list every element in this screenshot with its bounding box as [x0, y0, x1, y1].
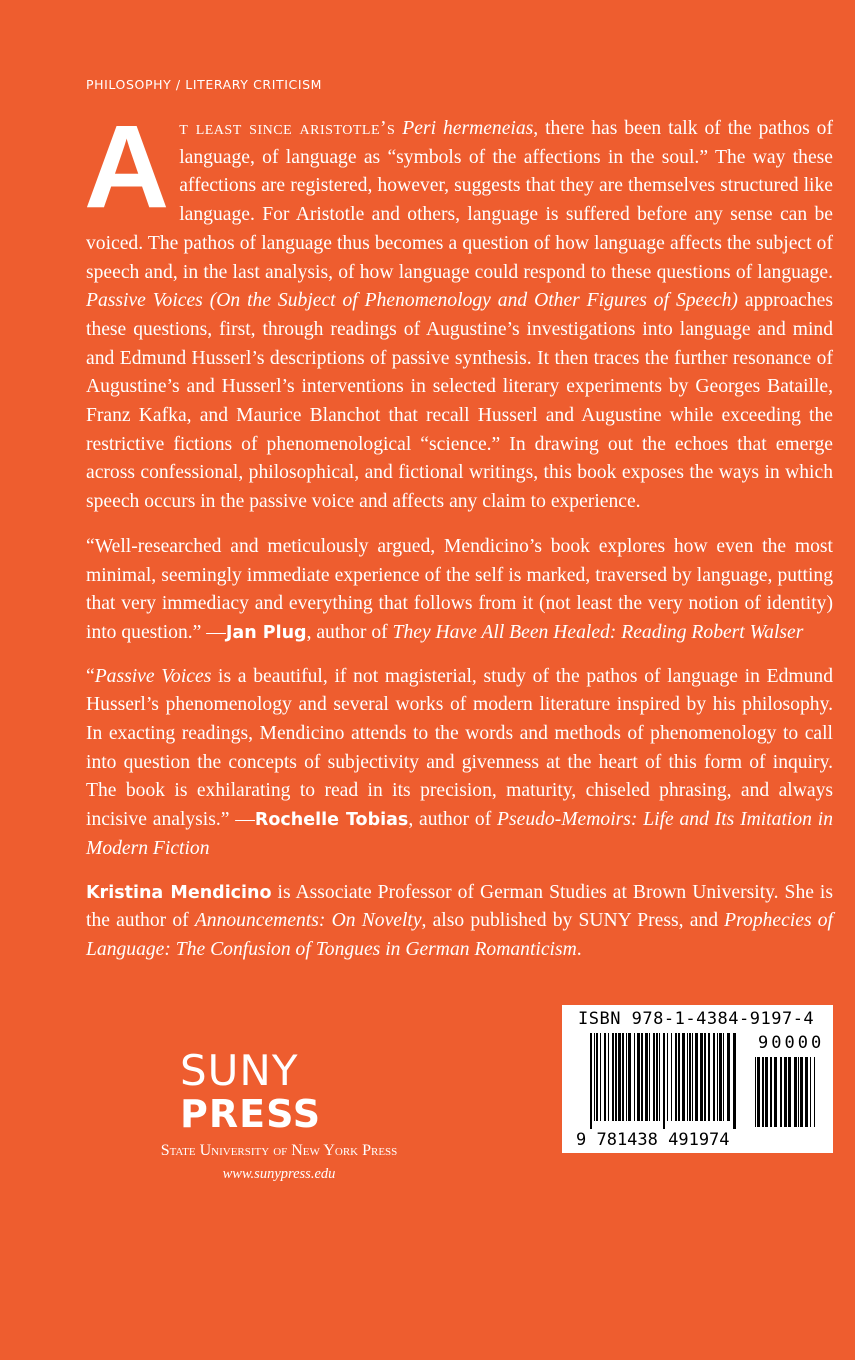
barcode-bar	[784, 1057, 787, 1127]
blurb-quote: is a beautiful, if not magisterial, study of the pathos of language in Edmund Husserl’s phenomenology and several works of modern literature inspired by his philosophy. In exacting readings, Mendicino attends to the words and methods of phenomenology to call into question the concepts of subjectivity and givenness at the heart of this form of inquiry. The book is exhilarating to read in its precision, maturity, chiseled phrasing, and always incisive analysis.” —	[86, 665, 833, 831]
lead-smallcaps: t least since aristotle’s	[179, 118, 396, 139]
blurb-author-book: Pseudo-Memoirs: Life and Its Imitation in Modern Fiction	[86, 809, 833, 859]
barcode-bar	[800, 1057, 803, 1127]
barcode-bar	[755, 1057, 756, 1127]
logo-suny: SUNY	[180, 1045, 299, 1095]
barcode-bar	[719, 1033, 722, 1121]
blurb-jan-plug	[86, 533, 833, 648]
barcode-bar	[727, 1033, 730, 1121]
barcode-bar	[765, 1057, 768, 1127]
drop-cap: A	[84, 101, 170, 233]
barcode-bar	[659, 1033, 660, 1121]
barcode-bar	[608, 1033, 609, 1121]
barcode-bar	[618, 1033, 621, 1121]
barcode-bar	[788, 1057, 791, 1127]
barcode-bar	[653, 1033, 655, 1121]
barcode-bar	[637, 1033, 640, 1121]
barcode-bar	[814, 1057, 815, 1127]
barcode-bar	[600, 1033, 601, 1121]
barcode-bar	[798, 1057, 799, 1127]
addon-bars	[755, 1057, 821, 1135]
barcode-bar	[615, 1033, 617, 1121]
barcode-bar	[594, 1033, 595, 1121]
bio-text: is Associate Professor of German Studies at Brown University. She is the author of	[86, 881, 834, 932]
barcode-bar	[626, 1033, 627, 1121]
barcode-bar	[733, 1033, 736, 1129]
barcode-bar	[713, 1033, 715, 1121]
book-description	[84, 101, 833, 517]
ean-bars	[590, 1033, 738, 1129]
blurb-author-book: They Have All Been Healed: Reading Robert Walser	[392, 621, 804, 643]
barcode-bar	[708, 1033, 710, 1121]
ean-digits: 9 781438 491974	[576, 1129, 730, 1150]
barcode-bar	[704, 1033, 706, 1121]
barcode-bar	[770, 1057, 772, 1127]
blurb-rochelle-tobias	[86, 663, 833, 864]
blurb-title: Passive Voices	[94, 665, 212, 687]
author-bio	[86, 879, 833, 965]
bio-book2: Prophecies of Language: The Confusion of Tongues in German Romanticism	[86, 910, 833, 960]
barcode-bar	[645, 1033, 648, 1121]
publisher-block	[114, 1045, 444, 1183]
bio-text: .	[576, 938, 582, 960]
price-addon: 90000	[758, 1032, 825, 1053]
book-title: Passive Voices (On the Subject of Phenomenology and Other Figures of Speech)	[86, 290, 738, 312]
isbn-text: ISBN 978-1-4384-9197-4	[578, 1008, 815, 1029]
barcode-bar	[794, 1057, 797, 1127]
barcode-bar	[723, 1033, 724, 1121]
cover-footer	[86, 1005, 833, 1183]
barcode-bar	[649, 1033, 650, 1121]
blurb-quote: “Well-researched and meticulously argued, Mendicino’s book explores how even the most minimal, seemingly immediate experience of the self is marked, traversed by language, putting that very immediacy and everything that follows from it (not least the very notion of identity) into question.” —	[86, 535, 833, 643]
category-label: PHILOSOPHY / LITERARY CRITICISM	[86, 77, 323, 92]
barcode-bar	[717, 1033, 718, 1121]
publisher-name: State University of New York Press	[160, 1141, 398, 1159]
bio-text: , also published by SUNY Press, and	[421, 910, 725, 932]
barcode-bar	[678, 1033, 680, 1121]
publisher-website: www.sunypress.edu	[222, 1165, 336, 1182]
barcode-bar	[656, 1033, 658, 1121]
barcode-bar	[692, 1033, 693, 1121]
suny-press-logo	[180, 1045, 322, 1136]
lead-italic: Peri hermeneias	[402, 118, 534, 139]
barcode-bar	[780, 1057, 782, 1127]
blurb-author-of: , author of	[408, 809, 498, 831]
blurb-author: Rochelle Tobias	[254, 810, 409, 831]
logo-press: PRESS	[180, 1091, 322, 1136]
barcode-bar	[805, 1057, 808, 1127]
author-name: Kristina Mendicino	[86, 882, 272, 903]
barcode-bar	[695, 1033, 698, 1121]
barcode-bar	[689, 1033, 691, 1121]
barcode-bar	[667, 1033, 668, 1121]
barcode-bar	[634, 1033, 635, 1121]
barcode-bar	[628, 1033, 631, 1121]
barcode-bar	[700, 1033, 703, 1121]
barcode-bar	[622, 1033, 624, 1121]
barcode-bar	[671, 1033, 672, 1121]
bio-book1: Announcements: On Novelty	[194, 910, 422, 932]
description-part1: , there has been talk of the pathos of language, of language as “symbols of the affections in the soul.” The way these affections are registered, however, suggests that they are themselves structured like language. For Aristotle and others, language is suffered before any sense can be voiced. The pathos of language thus becomes a question of how language affects the subject of speech and, in the last analysis, of how language could respond to these questions of language.	[86, 118, 833, 283]
description-part2: approaches these questions, first, through readings of Augustine’s investigations into language and mind and Edmund Husserl’s descriptions of passive synthesis. It then traces the further resonance of Augustine’s and Husserl’s interventions in selected literary experiments by Georges Bataille, Franz Kafka, and Maurice Blanchot that recall Husserl and Augustine while exceeding the restrictive fictions of phenomenological “science.” In drawing out the echoes that emerge across confessional, philosophical, and fictional writings, this book exposes the ways in which speech occurs in the passive voice and affects any claim to experience.	[86, 290, 833, 513]
isbn-barcode	[562, 1005, 833, 1153]
barcode-bar	[641, 1033, 643, 1121]
blurb-author-of: , author of	[306, 621, 393, 643]
barcode-bar	[774, 1057, 777, 1127]
barcode-bar	[682, 1033, 685, 1121]
barcode-bar	[675, 1033, 677, 1121]
blurb-author: Jan Plug	[225, 622, 307, 643]
barcode-bar	[596, 1033, 598, 1121]
barcode-bar	[663, 1033, 665, 1129]
barcode-bar	[590, 1033, 592, 1129]
barcode-bar	[757, 1057, 760, 1127]
barcode-bar	[762, 1057, 764, 1127]
barcode-bar	[612, 1033, 614, 1121]
blurb-open-quote: “	[86, 665, 95, 687]
barcode-bar	[604, 1033, 606, 1121]
barcode-bar	[687, 1033, 688, 1121]
barcode-bar	[810, 1057, 811, 1127]
